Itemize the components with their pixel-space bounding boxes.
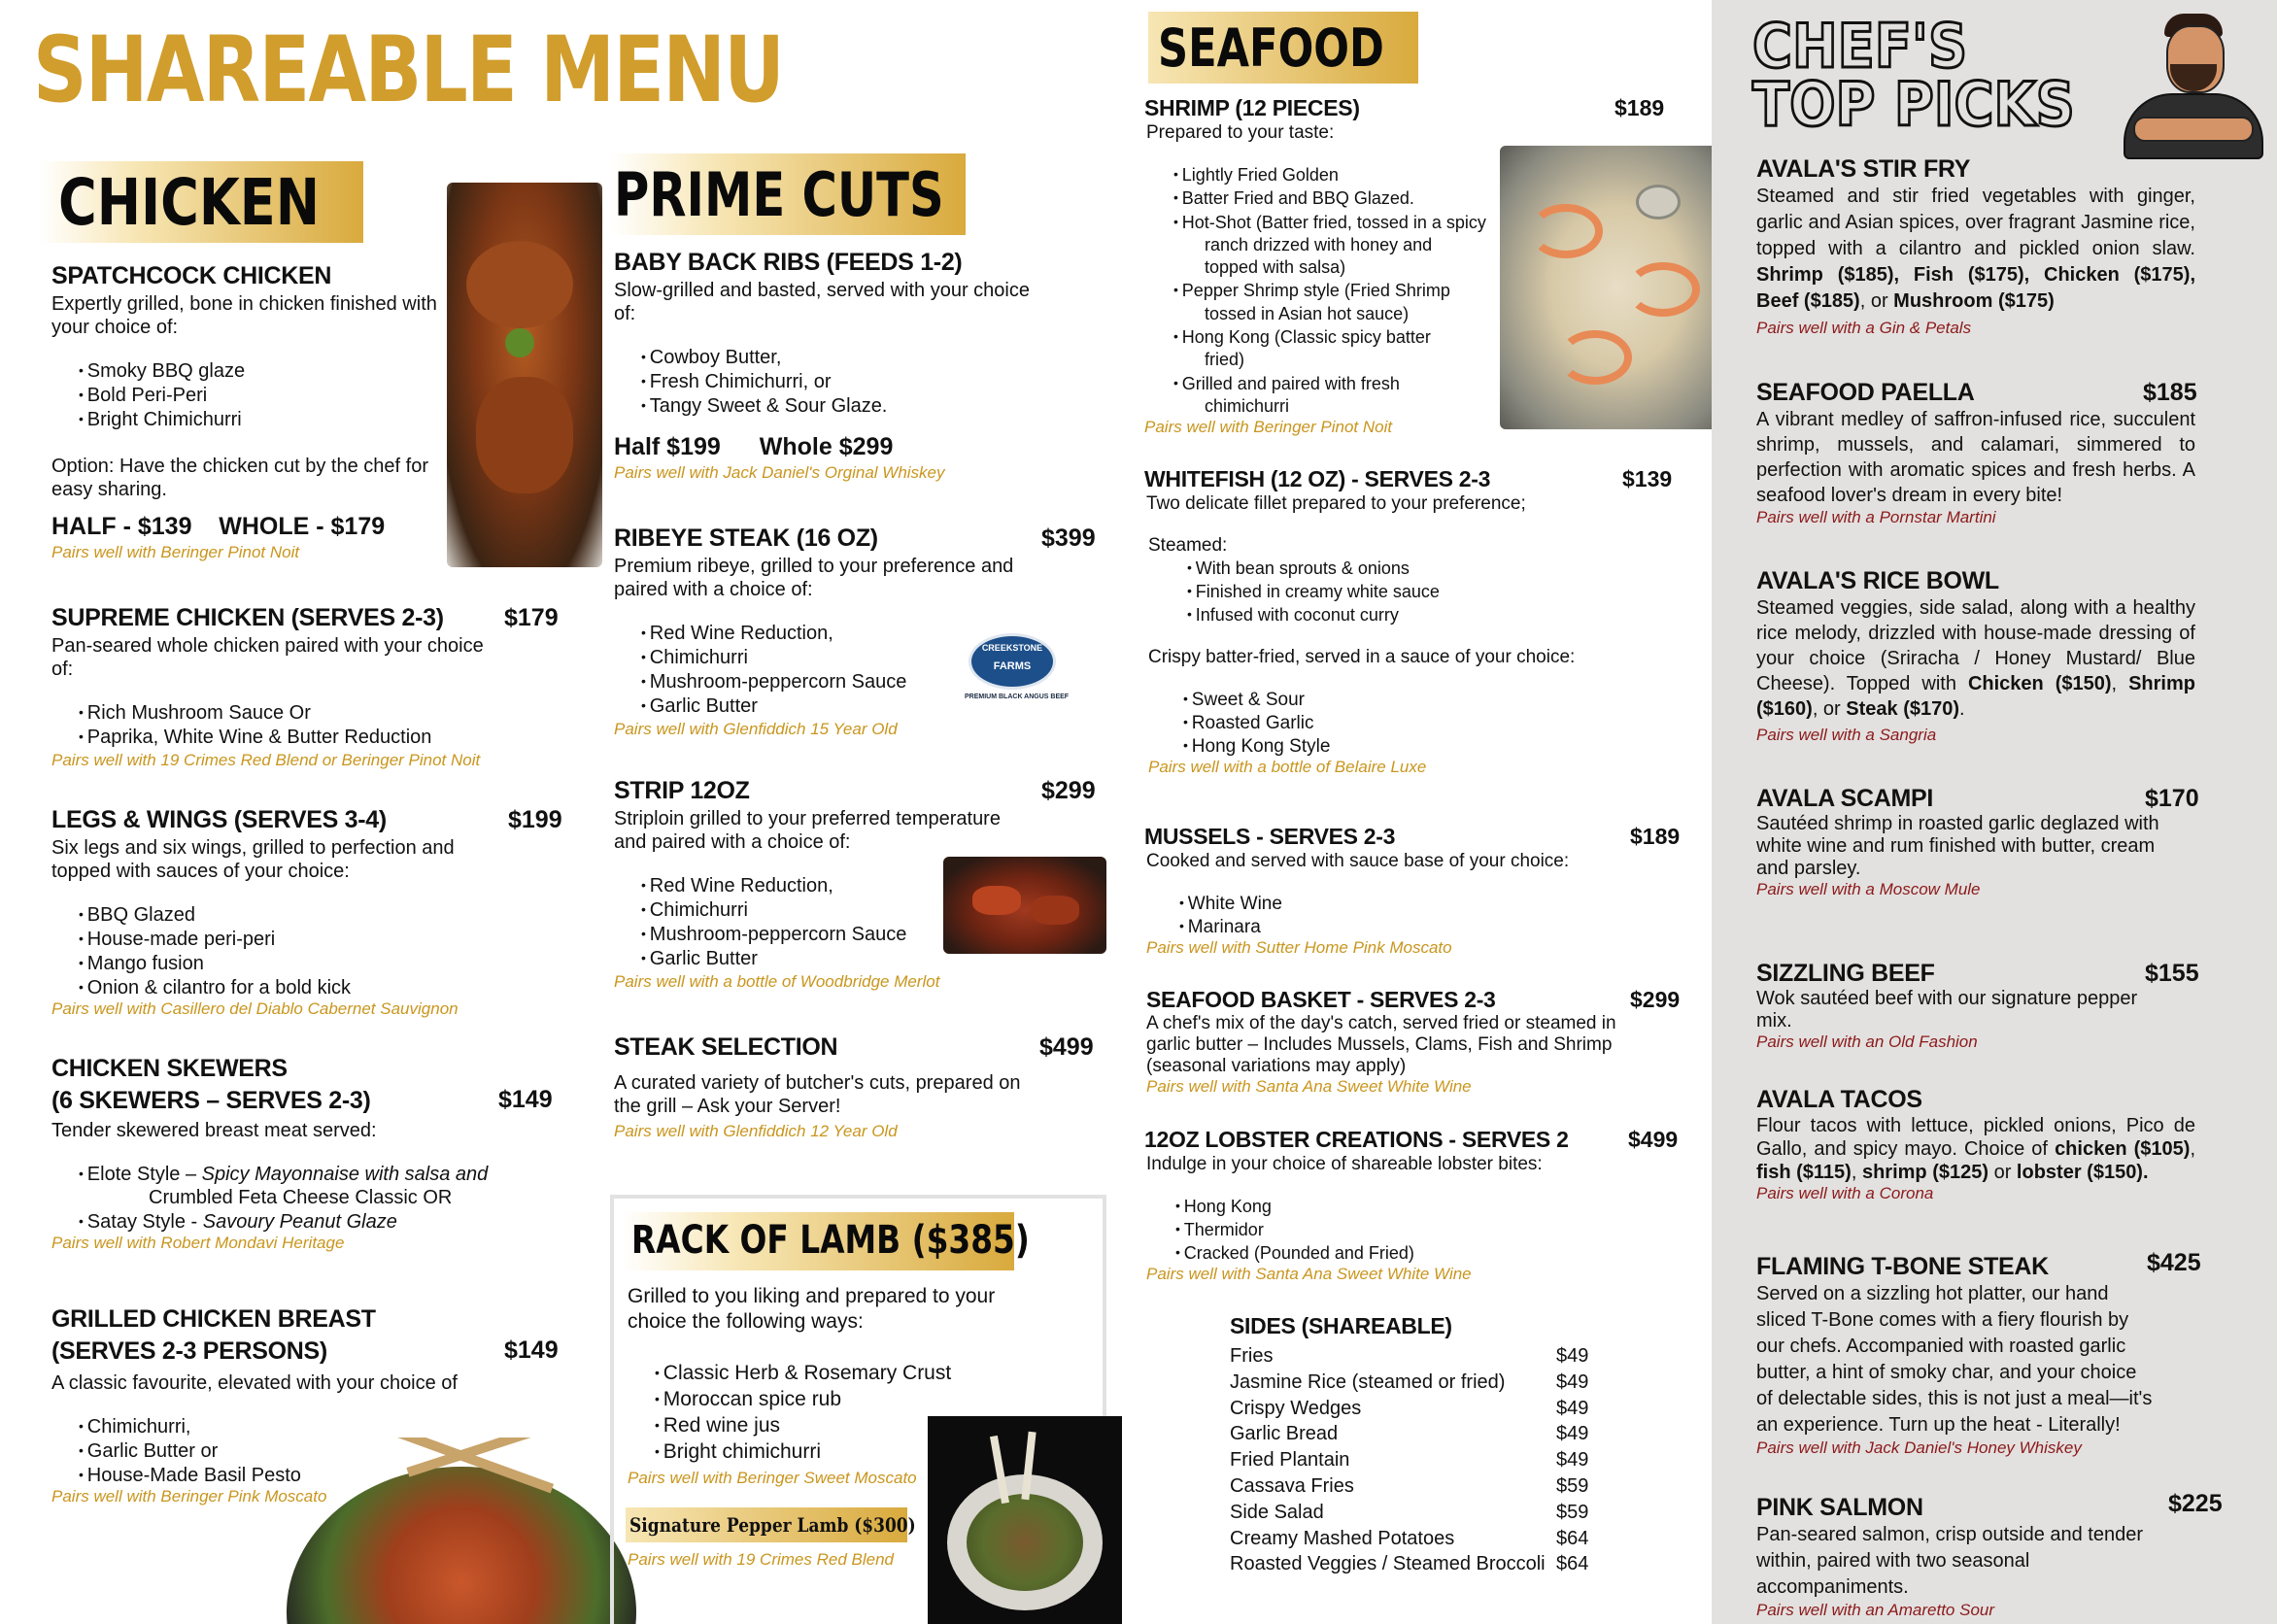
side-item-name: Creamy Mashed Potatoes (1230, 1527, 1455, 1549)
skewers-options (79, 1162, 566, 1234)
scampi-section (1756, 785, 2199, 899)
spatchcock-prices: HALF - $139 WHOLE - $179 (51, 513, 386, 540)
option-item: • House-Made Basil Pesto (79, 1463, 566, 1487)
side-item-name: Roasted Veggies / Steamed Broccoli (1230, 1553, 1546, 1575)
option-item: • White Wine (1179, 892, 1688, 915)
option-item: • Rich Mushroom Sauce Or (79, 700, 566, 725)
skewers-title-line2: (6 SKEWERS – SERVES 2-3) (51, 1087, 371, 1114)
t-bone-title: FLAMING T-BONE STEAK (1756, 1253, 2049, 1280)
option-item: • Thermidor (1175, 1218, 1688, 1241)
option-continuation: topped with salsa) (1205, 257, 1346, 278)
mussels-options (1179, 892, 1688, 938)
option-item: • Mushroom-peppercorn Sauce (641, 669, 1100, 694)
scampi-pairing: Pairs well with a Moscow Mule (1756, 880, 1981, 898)
option-continuation: chimichurri (1205, 395, 1290, 416)
side-item (1230, 1370, 1599, 1396)
sizzling-beef-section (1756, 960, 2199, 1052)
spatchcock-chicken-photo (447, 183, 602, 567)
pink-salmon-section (1756, 1490, 2223, 1620)
paella-title: SEAFOOD PAELLA (1756, 379, 1975, 406)
rack-of-lamb-photo (928, 1416, 1122, 1624)
option-item: • Garlic Butter or (79, 1438, 566, 1463)
mussels-section (1144, 824, 1688, 958)
seafood-banner (1148, 12, 1418, 84)
option-detail: Spicy Mayonnaise with salsa and (201, 1164, 489, 1185)
option-item: • Lightly Fried Golden (1173, 163, 1669, 186)
desc-bold: Chicken ($150) (1967, 673, 2112, 694)
side-item-price: $59 (1556, 1474, 1589, 1497)
grilled-chicken-platter-photo (287, 1438, 636, 1624)
chefs-heading-line1: CHEF'S (1752, 11, 1968, 82)
ribs-section (614, 249, 1041, 483)
breast-price: $149 (504, 1336, 559, 1364)
strip-steak-photo (943, 857, 1106, 954)
sides-list (1230, 1343, 1599, 1577)
desc-text: or (1988, 1162, 2017, 1183)
option-item: • Garlic Butter (641, 946, 1100, 970)
option-item: • Hong Kong (Classic spicy batter (1173, 325, 1669, 349)
option-item: • Garlic Butter (641, 694, 1100, 718)
side-item-price: $49 (1556, 1397, 1589, 1419)
side-item (1230, 1447, 1599, 1473)
logo-line1: CREEKSTONE (981, 643, 1043, 653)
lobster-options (1175, 1195, 1688, 1265)
ribs-desc: Slow-grilled and basted, served with your choice of: (614, 280, 1030, 324)
option-item: • Tangy Sweet & Sour Glaze. (641, 393, 1041, 418)
whitefish-steamed-label: Steamed: (1148, 535, 1228, 556)
pink-salmon-desc: Pan-seared salmon, crisp outside and tender within, paired with two seasonal accompaniments. (1756, 1524, 2144, 1598)
desc-text: Steamed veggies, side salad, along with a healthy rice melody, drizzled with house-made dressing of your choice (Sriracha / Honey Mustard/ Blue Cheese). Topped with (1756, 597, 2195, 694)
skewers-title-line1: CHICKEN SKEWERS (51, 1055, 288, 1082)
option-item: • Sweet & Sour (1183, 688, 1688, 711)
paella-desc: A vibrant medley of saffron-infused rice, succulent shrimp, mussels, and calamari, simmered to perfection with aromatic spices and fresh herbs. A seafood lover's dream in every bite! (1756, 409, 2195, 506)
option-detail: Savoury Peanut Glaze (202, 1211, 397, 1233)
desc-bold: Shrimp ($185), Fish ($175), Chicken ($175), Beef ($185) (1756, 264, 2195, 312)
spatchcock-desc: Expertly grilled, bone in chicken finished with your choice of: (51, 293, 437, 338)
option-item: • Bright chimichurri (655, 1438, 951, 1465)
option-style: Elote Style – (86, 1164, 202, 1185)
option-item: • Moroccan spice rub (655, 1386, 951, 1412)
legs-wings-options (79, 902, 566, 999)
option-continuation: tossed in Asian hot sauce) (1205, 303, 1410, 323)
supreme-title: SUPREME CHICKEN (SERVES 2-3) (51, 604, 444, 631)
logo-caption: PREMIUM BLACK ANGUS BEEF (965, 694, 1070, 700)
lamb-pairing: Pairs well with Beringer Sweet Moscato (628, 1469, 917, 1487)
desc-bold: Mushroom ($175) (1893, 290, 2055, 312)
sizzling-beef-price: $155 (2145, 960, 2199, 987)
ribs-title: BABY BACK RIBS (FEEDS 1-2) (614, 249, 963, 276)
seafood-basket-pairing: Pairs well with Santa Ana Sweet White Wine (1146, 1077, 1472, 1096)
scampi-desc: Sautéed shrimp in roasted garlic deglazed with white wine and rum finished with butter, cream and parsley. (1756, 813, 2159, 879)
option-item: • Hong Kong (1175, 1195, 1688, 1218)
desc-bold: shrimp ($125) (1861, 1162, 1989, 1183)
legs-wings-title: LEGS & WINGS (SERVES 3-4) (51, 806, 387, 833)
signature-lamb-banner (626, 1507, 916, 1542)
skewers-pairing: Pairs well with Robert Mondavi Heritage (51, 1234, 345, 1252)
desc-text: , (2190, 1138, 2195, 1160)
option-item: • Batter Fried and BBQ Glazed. (1173, 186, 1669, 210)
option-item: • Fresh Chimichurri, or (641, 369, 1041, 393)
desc-text: , or (1812, 698, 1847, 720)
side-item (1230, 1343, 1599, 1370)
mussels-price: $189 (1630, 824, 1681, 849)
side-item-price: $64 (1556, 1553, 1589, 1575)
desc-text: Flour tacos with lettuce, pickled onions, Pico de Gallo, and spicy mayo. Choice of (1756, 1115, 2195, 1160)
steak-selection-pairing: Pairs well with Glenfiddich 12 Year Old (614, 1122, 898, 1140)
side-item-name: Side Salad (1230, 1501, 1324, 1523)
sides-heading: SIDES (SHAREABLE) (1230, 1313, 1452, 1338)
sizzling-beef-pairing: Pairs well with an Old Fashion (1756, 1032, 1978, 1051)
side-item (1230, 1526, 1599, 1552)
option-item: • Pepper Shrimp style (Fried Shrimp (1173, 279, 1669, 302)
desc-bold: lobster ($150). (2016, 1162, 2149, 1183)
ribeye-pairing: Pairs well with Glenfiddich 15 Year Old (614, 720, 898, 738)
desc-text: . (1959, 698, 1965, 720)
side-item-name: Fried Plantain (1230, 1449, 1350, 1472)
shrimp-pairing: Pairs well with Beringer Pinot Noit (1144, 418, 1393, 437)
paella-price: $185 (2143, 379, 2197, 406)
option-item: • Red wine jus (655, 1412, 951, 1438)
whitefish-desc: Two delicate fillet prepared to your preference; (1146, 493, 1526, 514)
option-item (79, 1162, 566, 1186)
paella-section (1756, 379, 2195, 527)
legs-wings-price: $199 (508, 806, 562, 833)
side-item (1230, 1473, 1599, 1500)
option-item: • Cracked (Pounded and Fried) (1175, 1241, 1688, 1265)
option-item: • BBQ Glazed (79, 902, 566, 927)
rice-bowl-section (1756, 567, 2195, 745)
supreme-price: $179 (504, 604, 559, 631)
side-item-name: Cassava Fries (1230, 1474, 1354, 1497)
chicken-banner (39, 161, 363, 243)
option-item: • House-made peri-peri (79, 927, 566, 951)
t-bone-desc: Served on a sizzling hot platter, our hand sliced T-Bone comes with a fiery flourish by our chefs. Accompanied with roasted garlic butter, a hint of smoky char, and your choice of delectable sides, this is not just a meal—it's an experience. Turn up the heat - Literally! (1756, 1283, 2153, 1436)
breast-title-line1: GRILLED CHICKEN BREAST (51, 1305, 376, 1333)
option-item: • Hot-Shot (Batter fried, tossed in a spicy (1173, 211, 1669, 234)
option-item: • Roasted Garlic (1183, 711, 1688, 734)
side-item-name: Fries (1230, 1345, 1274, 1367)
shrimp-pasta-photo (1500, 146, 1735, 429)
ribs-pairing: Pairs well with Jack Daniel's Orginal Whiskey (614, 463, 945, 482)
whitefish-steamed-options (1187, 557, 1688, 626)
stir-fry-pairing: Pairs well with a Gin & Petals (1756, 319, 1972, 337)
mussels-pairing: Pairs well with Sutter Home Pink Moscato (1146, 938, 1452, 957)
whitefish-pairing: Pairs well with a bottle of Belaire Luxe (1148, 758, 1427, 776)
lobster-desc: Indulge in your choice of shareable lobster bites: (1146, 1154, 1543, 1174)
option-item: • Cowboy Butter, (641, 345, 1041, 369)
option-item: • Red Wine Reduction, (641, 873, 1100, 897)
side-item-price: $49 (1556, 1370, 1589, 1393)
mussels-title: MUSSELS - SERVES 2-3 (1144, 824, 1396, 849)
stir-fry-desc (1756, 184, 2195, 315)
mussels-desc: Cooked and served with sauce base of your choice: (1146, 851, 1570, 871)
sides-section (1230, 1313, 1599, 1577)
strip-desc: Striploin grilled to your preferred temperature and paired with a choice of: (614, 808, 1001, 853)
prime-cuts-banner (610, 153, 966, 235)
spatchcock-options (79, 358, 445, 431)
option-item: • Mango fusion (79, 951, 566, 975)
side-item-price: $59 (1556, 1501, 1589, 1523)
legs-wings-section (51, 806, 566, 1019)
ribs-half-price: Half $199 (614, 433, 721, 460)
side-item-name: Garlic Bread (1230, 1423, 1339, 1445)
sizzling-beef-title: SIZZLING BEEF (1756, 960, 1935, 987)
ribeye-price: $399 (1041, 524, 1096, 552)
seafood-basket-title: SEAFOOD BASKET - SERVES 2-3 (1146, 987, 1496, 1012)
side-item-name: Crispy Wedges (1230, 1397, 1362, 1419)
t-bone-section (1756, 1249, 2201, 1458)
option-item: • Mushroom-peppercorn Sauce (641, 922, 1100, 946)
whitefish-crispy-options (1183, 688, 1688, 758)
pink-salmon-price: $225 (2168, 1490, 2223, 1517)
lobster-title: 12OZ LOBSTER CREATIONS - SERVES 2 (1144, 1127, 1569, 1152)
seafood-basket-section (1146, 987, 1690, 1097)
breast-title-line2: (SERVES 2-3 PERSONS) (51, 1337, 327, 1365)
t-bone-price: $425 (2147, 1249, 2201, 1276)
option-item: • Chimichurri (641, 897, 1100, 922)
side-item-price: $49 (1556, 1449, 1589, 1472)
chef-avatar-illustration (2114, 10, 2269, 155)
chefs-heading (1752, 11, 2111, 140)
supreme-pairing: Pairs well with 19 Crimes Red Blend or Beringer Pinot Noit (51, 751, 481, 769)
prime-cuts-heading: PRIME CUTS (614, 159, 944, 230)
option-item: • Chimichurri, (79, 1414, 566, 1438)
seafood-basket-price: $299 (1630, 987, 1681, 1012)
rice-bowl-desc (1756, 595, 2195, 722)
strip-price: $299 (1041, 777, 1096, 804)
spatchcock-pairing: Pairs well with Beringer Pinot Noit (51, 543, 300, 561)
option-item: • Classic Herb & Rosemary Crust (655, 1360, 951, 1386)
steak-selection-desc: A curated variety of butcher's cuts, prepared on the grill – Ask your Server! (614, 1072, 1021, 1117)
desc-bold: chicken ($105) (2055, 1138, 2191, 1160)
chicken-heading: CHICKEN (58, 165, 321, 240)
stir-fry-title: AVALA'S STIR FRY (1756, 155, 1971, 183)
option-item: • Marinara (1179, 915, 1688, 938)
option-item: • Red Wine Reduction, (641, 621, 1100, 645)
steak-selection-price: $499 (1039, 1033, 1094, 1061)
shrimp-price: $189 (1614, 95, 1665, 120)
tacos-section (1756, 1086, 2195, 1203)
strip-pairing: Pairs well with a bottle of Woodbridge Merlot (614, 972, 940, 991)
option-style: Satay Style - (86, 1211, 203, 1233)
signature-lamb-title: Signature Pepper Lamb ($300) (629, 1513, 916, 1537)
desc-text: , or (1859, 290, 1894, 312)
creekstone-farms-logo (965, 633, 1070, 707)
breast-desc: A classic favourite, elevated with your choice of (51, 1372, 458, 1394)
side-item (1230, 1551, 1599, 1577)
option-item: • With bean sprouts & onions (1187, 557, 1688, 580)
option-item: • Onion & cilantro for a bold kick (79, 975, 566, 999)
option-continuation: fried) (1205, 350, 1245, 370)
option-item: • Infused with coconut curry (1187, 603, 1688, 626)
scampi-price: $170 (2145, 785, 2199, 812)
side-item-name: Jasmine Rice (steamed or fried) (1230, 1370, 1506, 1393)
menu-title: SHAREABLE MENU (33, 17, 784, 123)
option-item (79, 1209, 566, 1234)
supreme-desc: Pan-seared whole chicken paired with your choice of: (51, 635, 484, 680)
desc-text: , (2111, 673, 2129, 694)
tacos-pairing: Pairs well with a Corona (1756, 1184, 1934, 1202)
ribs-prices (614, 433, 1041, 461)
lobster-pairing: Pairs well with Santa Ana Sweet White Wine (1146, 1265, 1472, 1283)
logo-line2: FARMS (993, 660, 1032, 672)
skewers-desc: Tender skewered breast meat served: (51, 1120, 377, 1141)
legs-wings-desc: Six legs and six wings, grilled to perfection and topped with sauces of your choice: (51, 837, 455, 882)
shrimp-title: SHRIMP (12 PIECES) (1144, 95, 1360, 120)
desc-text: , (1851, 1162, 1862, 1183)
ribs-whole-price: Whole $299 (759, 433, 894, 460)
side-item-price: $64 (1556, 1527, 1589, 1549)
ribeye-title: RIBEYE STEAK (16 OZ) (614, 524, 878, 552)
steak-selection-section (614, 1033, 1100, 1141)
lobster-price: $499 (1628, 1127, 1679, 1152)
skewers-section (51, 1055, 566, 1253)
spatchcock-section (51, 262, 445, 562)
skewers-price: $149 (498, 1086, 553, 1113)
lamb-desc: Grilled to you liking and prepared to your choice the following ways: (628, 1285, 996, 1333)
option-item: • Chimichurri (641, 645, 1100, 669)
spatchcock-title: SPATCHCOCK CHICKEN (51, 262, 332, 289)
side-item (1230, 1500, 1599, 1526)
strip-title: STRIP 12OZ (614, 777, 750, 804)
whitefish-section (1144, 466, 1688, 777)
option-item: • Bright Chimichurri (79, 407, 445, 431)
paella-pairing: Pairs well with a Pornstar Martini (1756, 508, 1996, 526)
option-continuation: Crumbled Feta Cheese Classic OR (149, 1187, 453, 1208)
rice-bowl-pairing: Pairs well with a Sangria (1756, 726, 1937, 744)
pink-salmon-pairing: Pairs well with an Amaretto Sour (1756, 1601, 1995, 1619)
option-item: • Grilled and paired with fresh (1173, 372, 1669, 395)
rice-bowl-title: AVALA'S RICE BOWL (1756, 567, 1999, 594)
side-item (1230, 1421, 1599, 1447)
whitefish-crispy-label: Crispy batter-fried, served in a sauce of your choice: (1148, 647, 1576, 667)
whitefish-title: WHITEFISH (12 OZ) - SERVES 2-3 (1144, 466, 1491, 491)
side-item-price: $49 (1556, 1423, 1589, 1445)
option-item: • Bold Peri-Peri (79, 383, 445, 407)
lobster-section (1144, 1127, 1688, 1284)
side-item-price: $49 (1556, 1345, 1589, 1367)
desc-bold: fish ($115) (1756, 1162, 1852, 1183)
signature-lamb-pairing: Pairs well with 19 Crimes Red Blend (628, 1550, 894, 1569)
desc-bold: Shrimp ($160) (1756, 673, 2195, 720)
whitefish-price: $139 (1622, 466, 1673, 491)
stir-fry-section (1756, 155, 2195, 338)
lamb-heading: RACK OF LAMB ($385) (631, 1218, 1030, 1263)
pink-salmon-title: PINK SALMON (1756, 1494, 1923, 1521)
chefs-heading-line2: TOP PICKS (1752, 69, 2075, 140)
scampi-title: AVALA SCAMPI (1756, 785, 1934, 812)
supreme-options (79, 700, 566, 749)
option-continuation: ranch drizzed with honey and (1205, 234, 1433, 254)
sizzling-beef-desc: Wok sautéed beef with our signature pepper mix. (1756, 988, 2138, 1032)
lamb-banner (622, 1212, 1030, 1270)
option-item: • Hong Kong Style (1183, 734, 1688, 758)
option-item: • Finished in creamy white sauce (1187, 580, 1688, 603)
lamb-options (655, 1360, 951, 1465)
tacos-title: AVALA TACOS (1756, 1086, 1922, 1113)
shrimp-desc: Prepared to your taste: (1146, 122, 1335, 143)
seafood-basket-desc: A chef's mix of the day's catch, served fried or steamed in garlic butter – Includes Mussels, Clams, Fish and Shrimp (seasonal variations may apply) (1146, 1013, 1616, 1076)
spatchcock-note: Option: Have the chicken cut by the chef for easy sharing. (51, 456, 428, 500)
breast-pairing: Pairs well with Beringer Pink Moscato (51, 1487, 327, 1506)
ribs-options (641, 345, 1041, 418)
steak-selection-title: STEAK SELECTION (614, 1033, 838, 1061)
supreme-section (51, 604, 566, 770)
tacos-desc (1756, 1114, 2195, 1184)
legs-wings-pairing: Pairs well with Casillero del Diablo Cabernet Sauvignon (51, 999, 459, 1018)
desc-bold: Steak ($170) (1846, 698, 1960, 720)
option-item: • Smoky BBQ glaze (79, 358, 445, 383)
seafood-heading: SEAFOOD (1158, 17, 1384, 79)
side-item (1230, 1396, 1599, 1422)
option-item: • Paprika, White Wine & Butter Reduction (79, 725, 566, 749)
t-bone-pairing: Pairs well with Jack Daniel's Honey Whiskey (1756, 1438, 2082, 1457)
ribeye-desc: Premium ribeye, grilled to your preference and paired with a choice of: (614, 556, 1014, 600)
desc-text: Steamed and stir fried vegetables with ginger, garlic and Asian spices, over fragrant Jasmine rice, topped with a cilantro and pickled onion slaw. (1756, 186, 2195, 259)
